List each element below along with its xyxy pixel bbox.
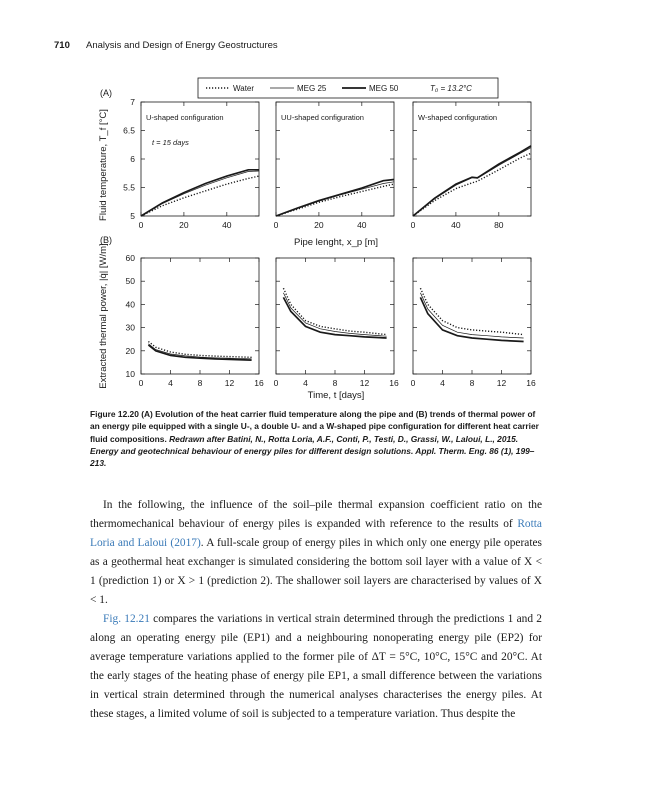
y-tick-label: 5: [130, 211, 135, 221]
series-water: [283, 288, 386, 334]
y-tick-label: 60: [125, 253, 135, 263]
series-water: [276, 184, 394, 216]
body-text: [90, 496, 542, 724]
x-tick-label: 12: [496, 378, 507, 388]
paragraph-2: [90, 610, 542, 724]
series-water: [413, 153, 531, 216]
y-tick-label: 30: [125, 322, 135, 333]
x-tick-label: 16: [526, 378, 536, 388]
legend-meg25-label: MEG 25: [297, 84, 327, 93]
y-tick-label: 6: [130, 154, 135, 164]
plot-title: UU-shaped configuration: [281, 113, 364, 122]
caption-text: (A) Evolution of the heat carrier fluid temperature along the pipe and (B) trends of thermal power of an energy pile equipped with a single U-, a double U- and a W-shaped pipe configuration for different heat carrier fluid compositions.: [90, 409, 539, 444]
plot-1: [123, 97, 259, 230]
page-number: 710: [54, 40, 70, 51]
x-tick-label: 4: [303, 378, 308, 388]
x-tick-label: 0: [138, 220, 144, 230]
series-meg-25: [420, 293, 523, 338]
caption-source: Redrawn after Batini, N., Rotta Loria, A.F., Conti, P., Testi, D., Grassi, W., Laloui, L., 2015. Energy and geotechnical behaviour of energy piles for different design solutions. Appl. Therm. Eng. 86 (1), 199–213.: [90, 433, 535, 469]
panel-a-label: (A): [100, 88, 112, 98]
legend-meg50-label: MEG 50: [369, 84, 399, 93]
time-annotation: t = 15 days: [152, 138, 189, 147]
series-meg-50: [148, 345, 251, 360]
panel-b-label: (B): [100, 235, 112, 245]
x-tick-label: 40: [357, 220, 367, 230]
y-tick-label: 6.5: [123, 125, 135, 136]
x-tick-label: 8: [469, 378, 475, 388]
x-tick-label: 8: [332, 378, 338, 388]
legend-t0-label: T₀ = 13.2°C: [430, 84, 472, 93]
figure-link-12-21[interactable]: Fig. 12.21: [103, 613, 150, 625]
series-water: [141, 176, 259, 216]
series-meg-50: [413, 146, 531, 216]
ylabel-thermal-power: Extracted thermal power, |q̇| [W/m]: [98, 243, 109, 389]
plot-4: [126, 253, 264, 388]
plot-2: [274, 102, 394, 230]
x-tick-label: 8: [197, 378, 203, 388]
series-water: [148, 342, 251, 358]
x-tick-label: 4: [440, 378, 445, 388]
x-tick-label: 0: [410, 220, 416, 230]
xlabel-pipe-length: Pipe lenght, x_p [m]: [294, 237, 378, 248]
series-water: [420, 288, 523, 334]
plot-title: U-shaped configuration: [146, 113, 224, 122]
plot-5: [274, 258, 399, 388]
p2-text-b: compares the variations in vertical strain determined through the predictions 1 and 2 along an operating energy pile (EP1) and a neighbouring nonoperating energy pile (EP2) for average temperature variations applied to the former pile of ΔT = 5°C, 10°C, 15°C and 20°C. At the early stages of the heating phase of energy pile EP1, a small difference between the variations in vertical strain determined through the numerical analyses characterises the energy piles. At these stages, a limited volume of soil is subjected to a temperature variation. Thus despite the: [90, 613, 542, 720]
x-tick-label: 0: [138, 378, 144, 388]
y-tick-label: 7: [130, 97, 135, 107]
p1-text-a: In the following, the influence of the soil–pile thermal expansion coefficient ratio on the thermomechanical behaviour of energy piles is expanded with reference to the results of: [90, 499, 542, 530]
y-tick-label: 20: [125, 345, 135, 356]
plot-3: [411, 102, 531, 230]
x-tick-label: 20: [179, 220, 189, 230]
legend-water-label: Water: [233, 84, 255, 93]
series-meg-50: [283, 297, 386, 338]
paragraph-1: [90, 496, 542, 610]
x-tick-label: 16: [389, 378, 399, 388]
y-tick-label: 5.5: [123, 182, 135, 193]
x-tick-label: 20: [314, 220, 324, 230]
y-tick-label: 40: [125, 299, 135, 310]
x-tick-label: 12: [224, 378, 235, 388]
x-tick-label: 12: [359, 378, 370, 388]
x-tick-label: 0: [273, 378, 279, 388]
plot-6: [411, 258, 536, 388]
x-tick-label: 4: [168, 378, 173, 388]
reference-link-rotta-loria[interactable]: Rotta Loria and Laloui (2017): [90, 518, 542, 549]
plot-frame: [276, 258, 394, 374]
series-meg-25: [141, 171, 259, 216]
x-tick-label: 40: [451, 220, 461, 230]
ylabel-fluid-temperature: Fluid temperature, T_f [°C]: [98, 109, 109, 221]
p1-text-b: . A full-scale group of energy piles in which only one energy pile operates as a geothermal heat exchanger is simulated considering the bottom soil layer with a value of X < 1 (prediction 1) or X > 1 (prediction 2). The shallower soil layers are characterised by values of X < 1.: [90, 537, 542, 606]
running-title: Analysis and Design of Energy Geostructures: [85, 40, 278, 51]
x-tick-label: 0: [410, 378, 416, 388]
x-tick-label: 0: [273, 220, 279, 230]
x-tick-label: 40: [222, 220, 232, 230]
figure-caption: [90, 408, 542, 469]
series-meg-25: [413, 148, 531, 216]
x-tick-label: 16: [254, 378, 264, 388]
xlabel-time: Time, t [days]: [307, 390, 365, 401]
caption-label: Figure 12.20: [90, 409, 139, 419]
x-tick-label: 80: [494, 220, 504, 230]
legend: [198, 78, 498, 98]
y-tick-label: 50: [125, 276, 135, 287]
plot-frame: [141, 258, 259, 374]
y-tick-label: 10: [125, 369, 135, 379]
series-meg-25: [283, 293, 386, 336]
plot-title: W-shaped configuration: [418, 113, 498, 122]
